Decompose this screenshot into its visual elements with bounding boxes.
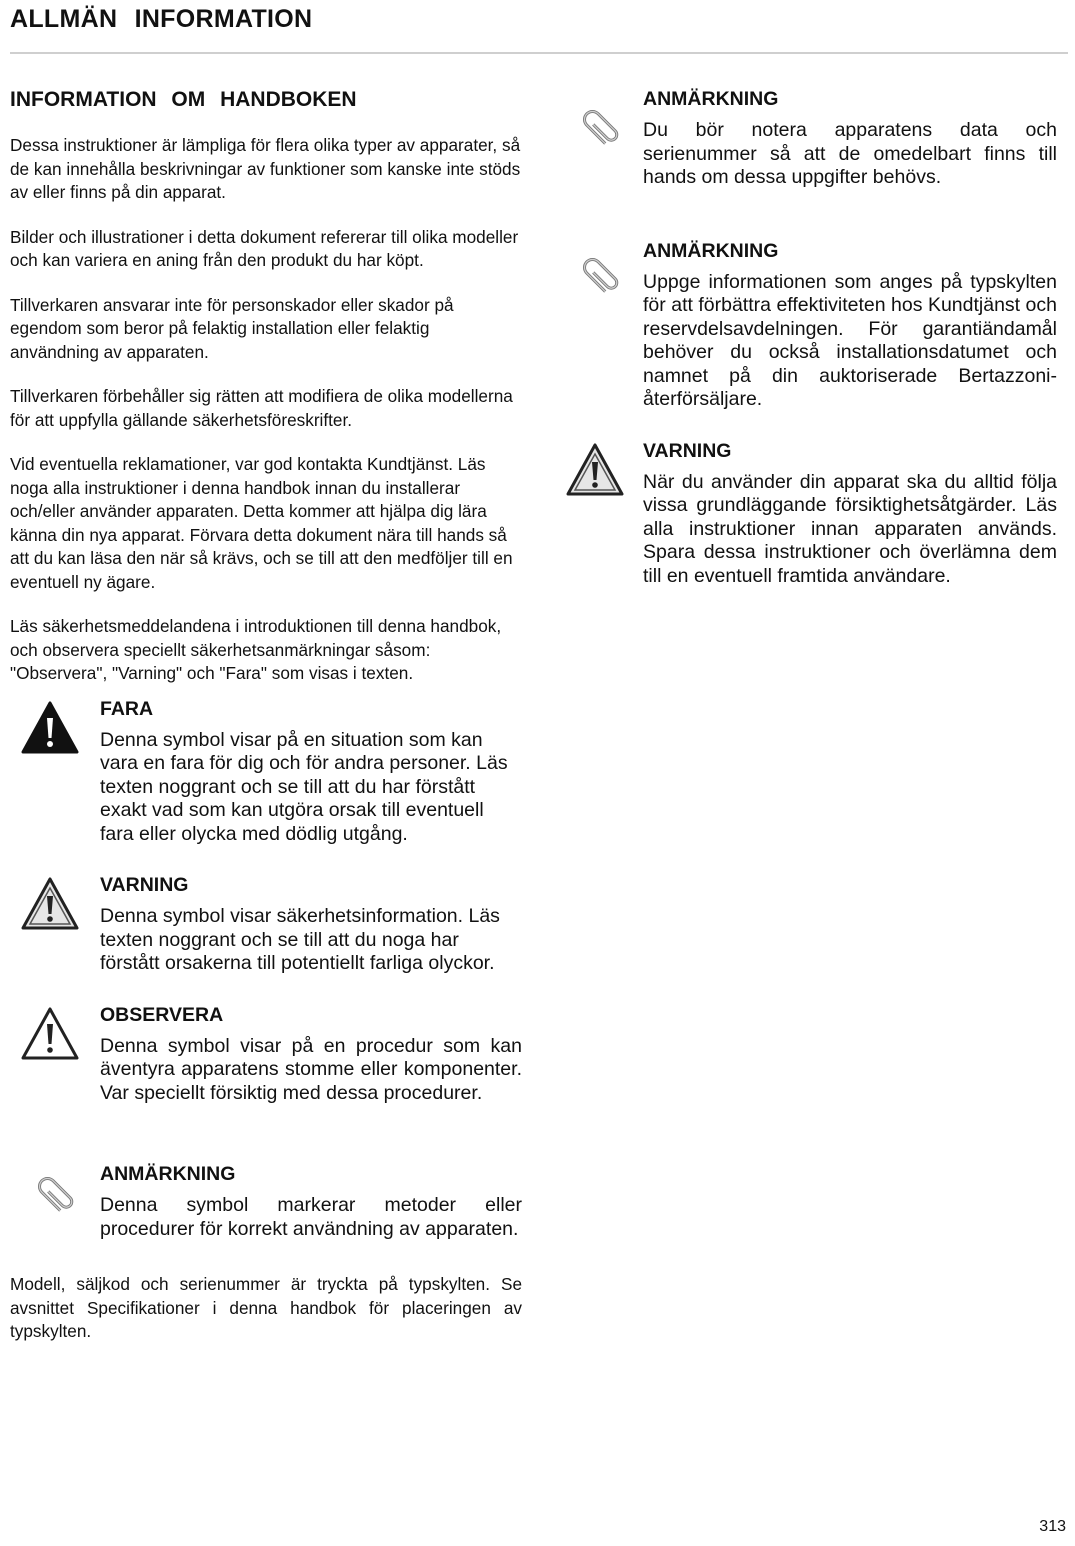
note-text: Denna symbol markerar metoder eller procedurer för korrekt användning av apparaten. <box>100 1194 522 1240</box>
note-notice <box>10 1163 522 1241</box>
complaints-paragraph: Vid eventuella reklamationer, var god kontakta Kundtjänst. Läs noga alla instruktioner i denna handbok innan du installerar och/eller använder apparaten. Detta kommer att hjälpa dig lära känna din nya apparat. Förvara detta dokument nära till hands så att du kan läsa den när så krävs, och se till att den medföljer till en eventuell ny ägare. <box>10 454 513 592</box>
note-title-serial: ANMÄRKNING <box>643 88 779 110</box>
warning-icon <box>10 874 100 932</box>
note-notice-serial <box>565 88 1057 190</box>
caution-text: Denna symbol visar på en procedur som kan äventyra apparatens stomme eller komponenter. Var speciellt försiktig med dessa procedurer. <box>100 1034 522 1104</box>
warning-notice-usage <box>565 440 1057 589</box>
note-text-rating-plate: Uppge informationen som anges på typskylten för att förbättra effektiviteten hos Kundtjänst och reservdelsavdelningen. För garantiändamål behöver du också installationsdatumet och namnet på din auktoriserade Bertazzoni-återförsäljare. <box>643 270 1057 410</box>
danger-text: Denna symbol visar på en situation som kan vara en fara för dig och för andra personer. Läs texten noggrant och se till att du har förstått exakt vad som kan utgöra orsak till eventuell fara eller olycka med dödlig utgång. <box>100 728 508 845</box>
left-column <box>10 88 522 1365</box>
note-notice-rating-plate <box>565 240 1057 412</box>
caution-title: OBSERVERA <box>100 1003 224 1026</box>
danger-notice <box>10 698 522 847</box>
caution-notice <box>10 1004 522 1106</box>
warning-title: VARNING <box>100 874 189 896</box>
page-number: 313 <box>1039 1518 1066 1535</box>
paperclip-icon <box>10 1163 100 1221</box>
paperclip-icon <box>565 88 643 154</box>
warning-text-usage: När du använder din apparat ska du alltid följa vissa grundläggande försiktighetsåtgärder. Läs alla instruktioner innan apparaten används. Spara dessa instruktioner och överlämna dem till en eventuell framtida användare. <box>643 470 1057 587</box>
warning-text: Denna symbol visar säkerhetsinformation. Läs texten noggrant och se till att du noga har förstått orsakerna till potentiellt farliga olyckor. <box>100 905 500 974</box>
right-column <box>565 88 1057 588</box>
danger-title: FARA <box>100 697 154 720</box>
page-title: ALLMÄN INFORMATION <box>10 5 313 33</box>
section-title: INFORMATION OM HANDBOKEN <box>10 88 357 111</box>
paperclip-icon <box>565 240 643 302</box>
warning-icon <box>565 440 643 498</box>
illustrations-paragraph: Bilder och illustrationer i detta dokument refererar till olika modeller och kan variera en aning från den produkt du har köpt. <box>10 226 519 270</box>
intro-paragraph: Dessa instruktioner är lämpliga för flera olika typer av apparater, så de kan innehålla beskrivningar av funktioner som kanske inte stöds av eller finns på din apparat. <box>10 135 521 202</box>
modification-paragraph: Tillverkaren förbehåller sig rätten att modifiera de olika modellerna för att uppfylla gällande säkerhetsföreskrifter. <box>10 386 513 430</box>
header-divider <box>10 52 1068 54</box>
rating-plate-paragraph: Modell, säljkod och serienummer är tryckta på typskylten. Se avsnittet Specifikationer i denna handbok för placeringen av typskylten. <box>10 1274 522 1341</box>
warning-title-usage: VARNING <box>643 439 732 462</box>
safety-messages-paragraph: Läs säkerhetsmeddelandena i introduktionen till denna handbok, och observera speciellt säkerhetsanmärkningar såsom: "Observera", "Varning" och "Fara" som visas i texten. <box>10 616 502 683</box>
note-text-serial: Du bör notera apparatens data och serienummer så att de omedelbart finns till hands om dessa uppgifter behövs. <box>643 119 1057 188</box>
warning-notice <box>10 874 522 976</box>
liability-paragraph: Tillverkaren ansvarar inte för personskador eller skador på egendom som beror på felaktig installation eller felaktig användning av apparaten. <box>10 294 454 362</box>
note-title: ANMÄRKNING <box>100 1163 236 1185</box>
note-title-rating-plate: ANMÄRKNING <box>643 239 779 262</box>
danger-icon <box>10 698 100 756</box>
caution-icon <box>10 1004 100 1062</box>
